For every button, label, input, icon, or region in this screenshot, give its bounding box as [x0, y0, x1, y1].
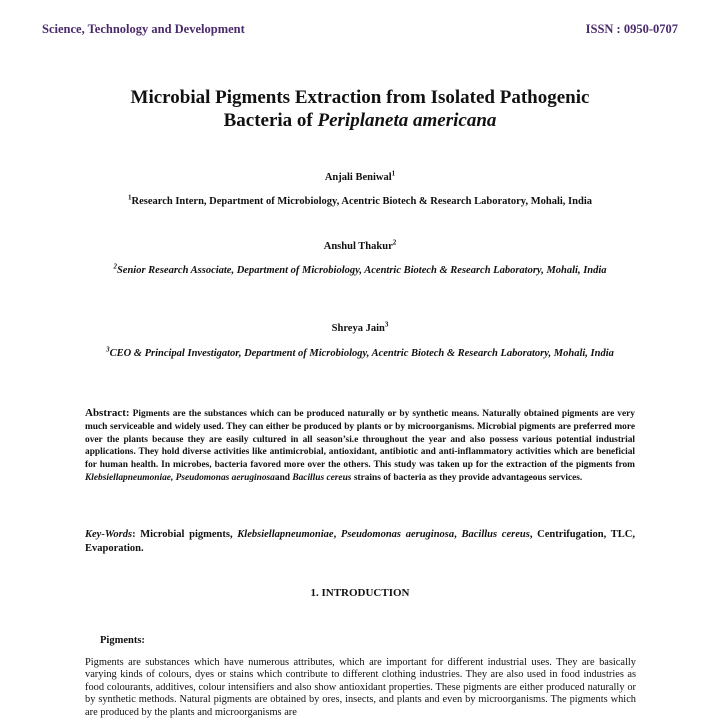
affiliation-1-text: Research Intern, Department of Microbiology, Acentric Biotech & Research Laboratory, Mohali, India	[131, 196, 592, 207]
abstract-and: and	[274, 472, 293, 483]
subsection-heading: Pigments:	[100, 635, 145, 646]
issn-number: ISSN : 0950-0707	[585, 22, 678, 36]
abstract-species-2: Bacillus cereus	[292, 472, 352, 483]
keyword-comma-2: ,	[454, 529, 462, 540]
keyword-comma-1: ,	[333, 529, 341, 540]
title-line-2	[60, 109, 660, 132]
keywords-rest: , Centrifugation, TLC, Evaporation.	[85, 529, 636, 554]
abstract-end: strains of bacteria as they provide advantageous services.	[351, 472, 583, 483]
author-3-sup: 3	[384, 320, 389, 329]
keyword-1: Klebsiellapneumoniae	[237, 529, 334, 540]
author-2	[60, 238, 660, 252]
affiliation-1-sup: 1	[128, 193, 132, 202]
keywords-label: Key-Words	[85, 529, 133, 540]
author-2-sup: 2	[392, 238, 397, 247]
author-2-name: Anshul Thakur	[323, 241, 393, 252]
author-3	[60, 320, 660, 334]
abstract-label: Abstract:	[85, 407, 130, 419]
author-1-sup: 1	[391, 169, 396, 178]
title-line-2-prefix: Bacteria of	[223, 110, 318, 131]
journal-name: Science, Technology and Development	[42, 22, 245, 36]
body-paragraph: Pigments are substances which have numerous attributes, which are important for different industrial uses. They are basically varying kinds of colours, dyes or stains which contribute to different clothing industries. They are also used in food industries as food colourants, additives, colour intensifiers and also show antioxidant properties. These pigments are either produced naturally or by synthetic methods. Natural pigments are obtained by ores, insects, and plants and even by microorganisms. The pigments which are produced by the plants and microorganisms are	[85, 657, 636, 718]
affiliation-3-text: CEO & Principal Investigator, Department of Microbiology, Acentric Biotech & Research Laboratory, Mohali, India	[109, 348, 614, 359]
abstract-text: Pigments are the substances which can be produced naturally or by synthetic means. Naturally obtained pigments are very much serviceable and widely used. They can either be produced by plants or by microorganisms. Microbial pigments are preferred more over the plants because they are easily cultured in all season’si.e throughout the year and also possess various potential industrial applications. They hold diverse activities like antimicrobial, antioxidant, antibiotic and anti-inflammatory activities which are beneficial for human health. In microbes, bacteria favored more over the others. This study was taken up for the extraction of the pigments from	[85, 409, 635, 471]
affiliation-2-text: Senior Research Associate, Department of Microbiology, Acentric Biotech & Research Laboratory, Mohali, India	[116, 265, 607, 276]
author-1-name: Anjali Beniwal	[324, 172, 392, 183]
title-species: Periplaneta americana	[317, 110, 497, 131]
keywords	[85, 528, 635, 556]
affiliation-3	[80, 347, 640, 361]
keyword-2: Pseudomonas aeruginosa	[340, 529, 455, 540]
affiliation-2	[80, 264, 640, 278]
paper-title	[60, 86, 660, 132]
section-heading: 1. INTRODUCTION	[310, 587, 410, 599]
affiliation-3-sup: 3	[106, 345, 110, 354]
keywords-sep: : Microbial pigments,	[132, 529, 238, 540]
affiliation-1	[80, 195, 640, 209]
keyword-3: Bacillus cereus	[461, 529, 530, 540]
author-3-name: Shreya Jain	[331, 323, 385, 334]
abstract-species-1: Klebsiellapneumoniae, Pseudomonas aeruginosa	[85, 472, 275, 483]
abstract	[85, 407, 635, 485]
title-line-1: Microbial Pigments Extraction from Isolated Pathogenic	[130, 87, 590, 108]
affiliation-2-sup: 2	[113, 262, 117, 271]
author-1	[60, 169, 660, 183]
